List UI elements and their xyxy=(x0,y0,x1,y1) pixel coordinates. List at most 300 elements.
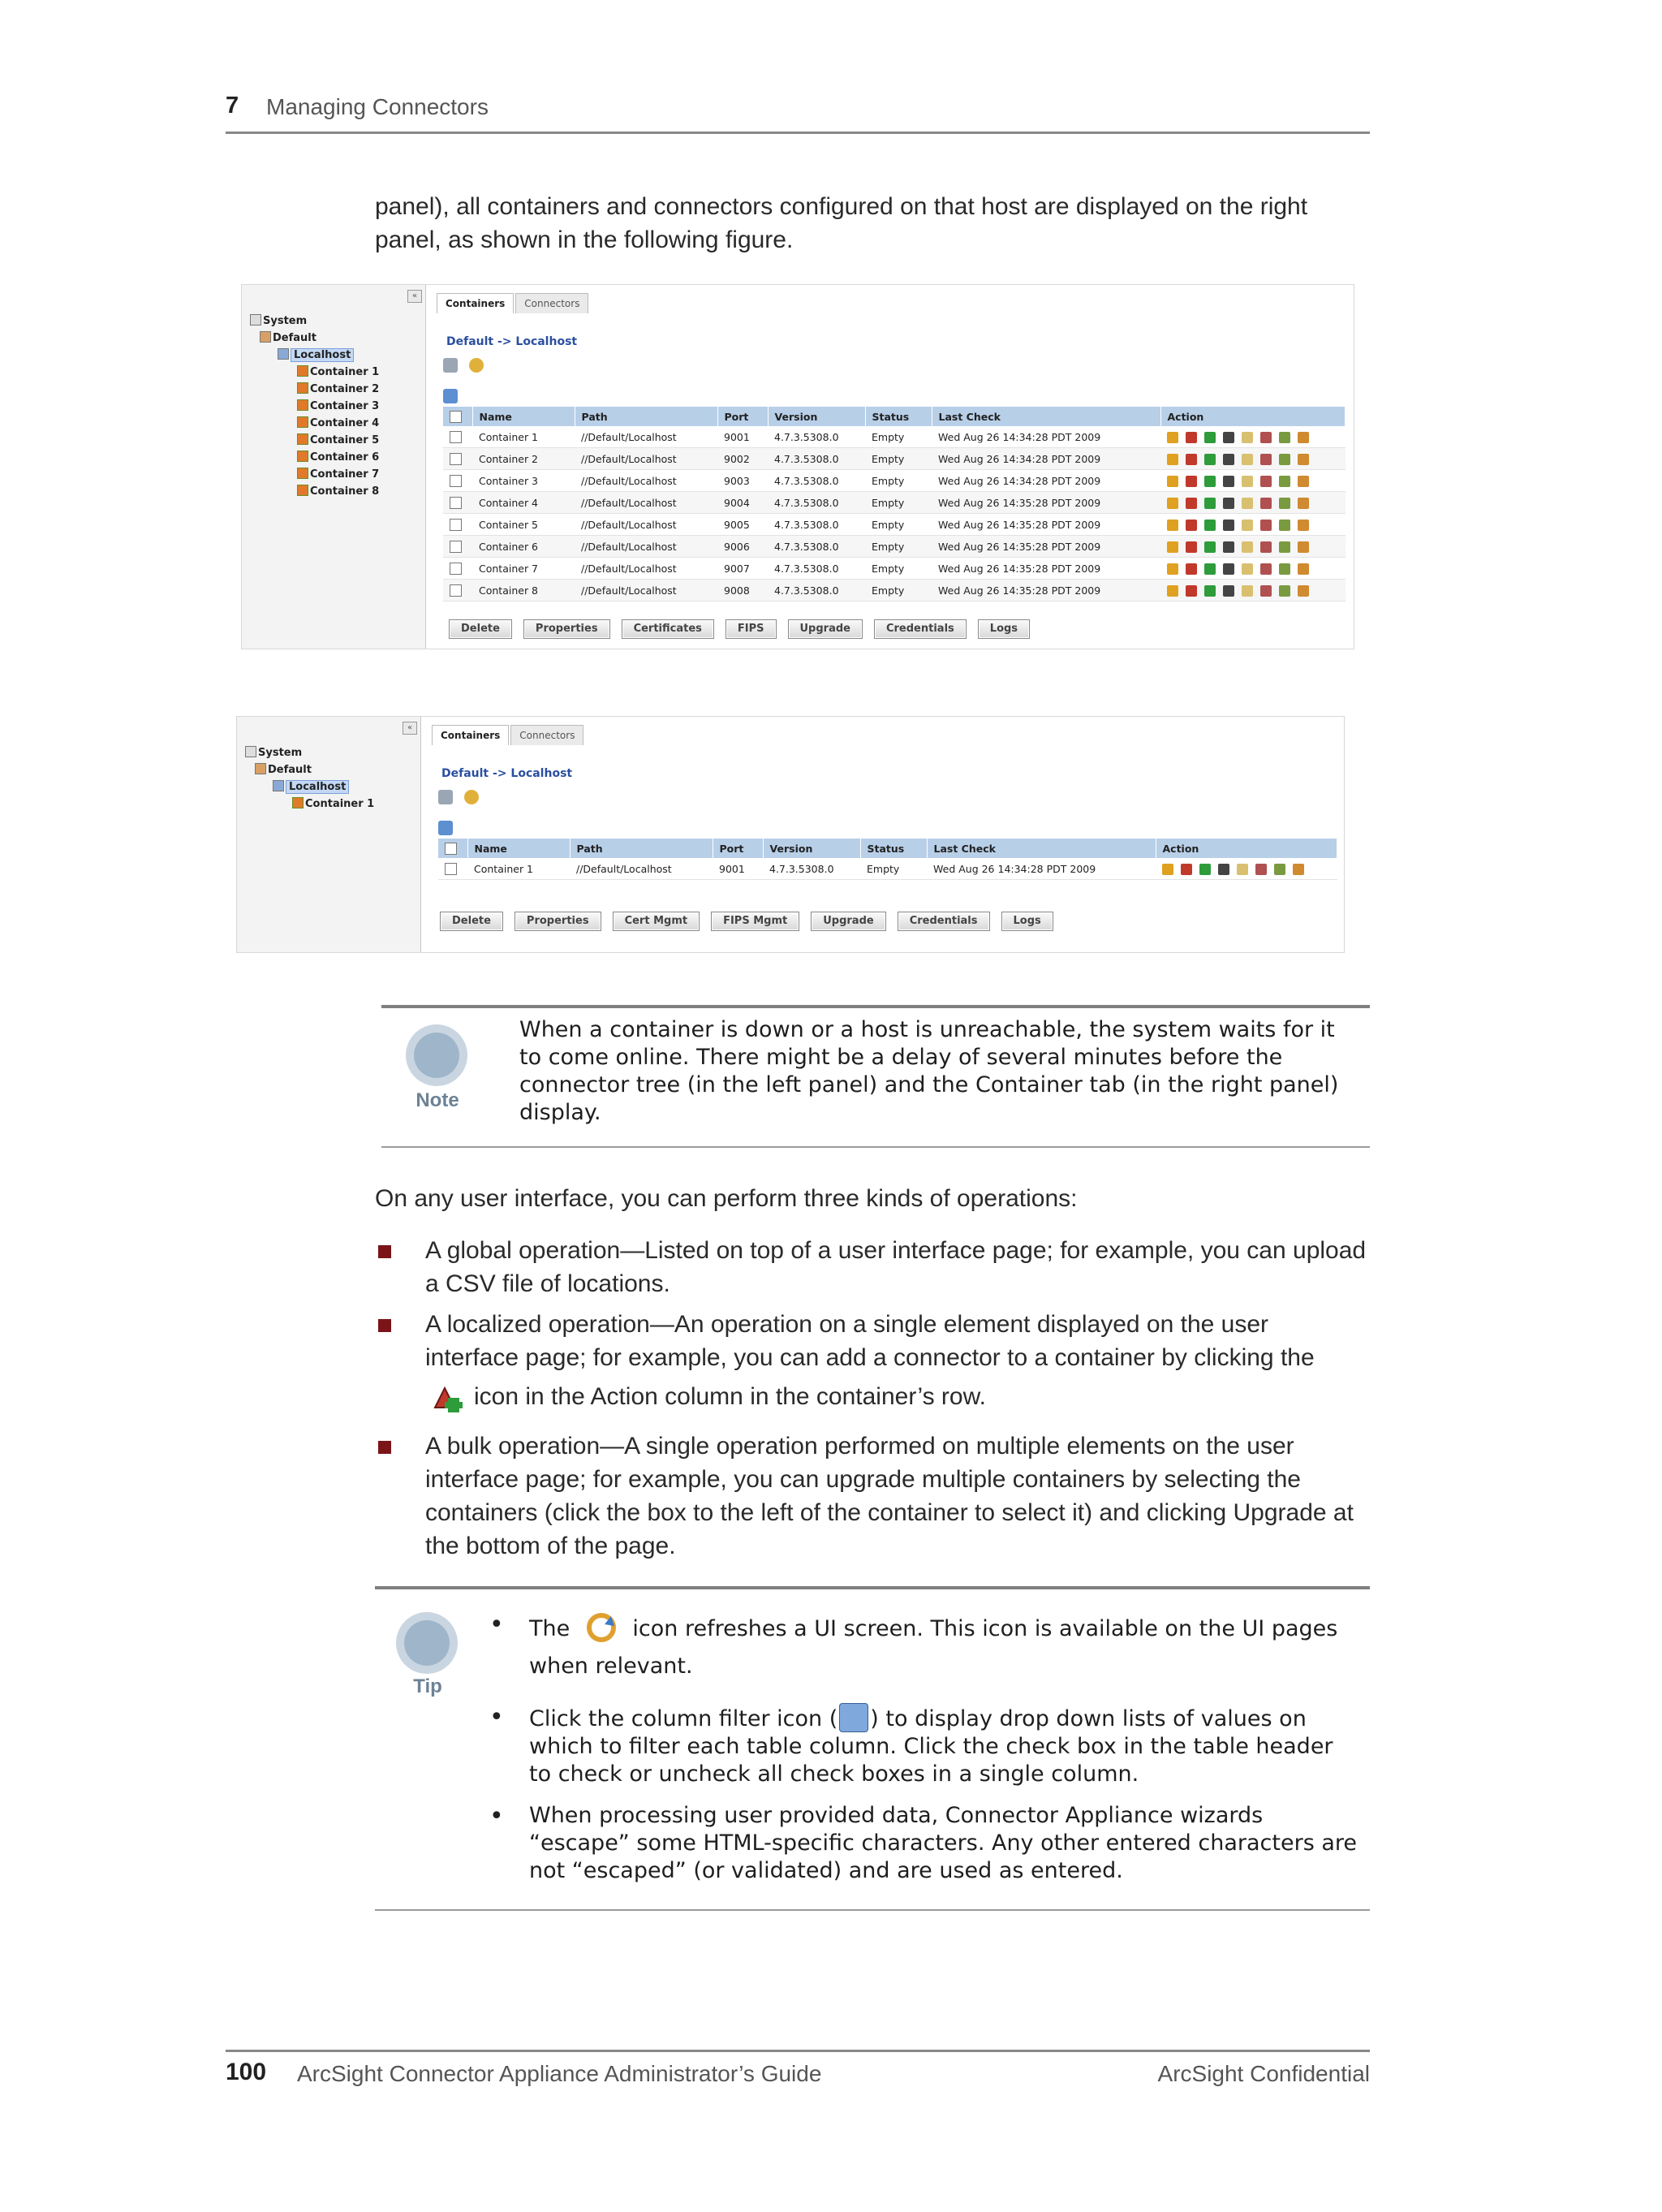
tree-node-label: System xyxy=(263,315,308,327)
tree-node-container-6[interactable] xyxy=(297,451,379,465)
terminal-icon[interactable] xyxy=(1223,585,1234,597)
select-all-header xyxy=(443,407,472,426)
running-footer xyxy=(226,2050,1370,2086)
cell-path: //Default/Localhost xyxy=(575,448,717,470)
cell-last-check: Wed Aug 26 14:35:28 PDT 2009 xyxy=(932,580,1160,602)
row-checkbox[interactable] xyxy=(450,453,462,465)
add-connector-icon[interactable] xyxy=(1186,432,1197,443)
cell-version: 4.7.3.5308.0 xyxy=(768,448,865,470)
add-connector-icon[interactable] xyxy=(1186,563,1197,575)
breadcrumb[interactable]: Default -> Localhost xyxy=(441,767,573,780)
operations-intro: On any user interface, you can perform three kinds of operations: xyxy=(375,1185,1078,1212)
save-icon[interactable] xyxy=(1242,454,1253,465)
table-row xyxy=(443,470,1346,492)
tree-node-label: Container 6 xyxy=(310,451,380,464)
save-icon[interactable] xyxy=(1242,432,1253,443)
delete-icon[interactable] xyxy=(1260,432,1272,443)
folder-icon xyxy=(260,331,271,343)
tree-node-container-1[interactable] xyxy=(292,797,374,812)
refresh-icon xyxy=(583,1611,619,1644)
certificate-icon[interactable] xyxy=(1279,541,1290,553)
upgrade-icon[interactable] xyxy=(1204,541,1216,553)
cell-actions xyxy=(1160,448,1346,470)
fips-mgmt-button[interactable]: FIPS Mgmt xyxy=(711,912,799,931)
container-icon xyxy=(297,399,308,411)
credentials-icon[interactable] xyxy=(1298,563,1309,575)
cell-port: 9005 xyxy=(717,514,768,536)
note-top-rule xyxy=(381,1005,1370,1008)
cell-path: //Default/Localhost xyxy=(575,580,717,602)
system-icon xyxy=(245,746,256,757)
connector-tree-panel xyxy=(242,285,426,649)
tab-connectors[interactable]: Connectors xyxy=(515,293,588,313)
cell-path: //Default/Localhost xyxy=(575,536,717,558)
table-row xyxy=(443,492,1346,514)
row-select-cell xyxy=(443,514,472,536)
cell-version: 4.7.3.5308.0 xyxy=(768,514,865,536)
add-connector-icon[interactable] xyxy=(1186,541,1197,553)
cell-version: 4.7.3.5308.0 xyxy=(768,580,865,602)
certificate-icon[interactable] xyxy=(1279,520,1290,531)
certificate-icon[interactable] xyxy=(1279,585,1290,597)
containers-table xyxy=(438,839,1337,880)
breadcrumb[interactable]: Default -> Localhost xyxy=(446,335,578,348)
tip-bullet: • xyxy=(489,1703,504,1731)
operation-global: A global operation—Listed on top of a user interface page; for example, you can upload a CSV file of locations. xyxy=(425,1237,1367,1297)
certificate-icon[interactable] xyxy=(1279,563,1290,575)
tree-node-label: Default xyxy=(273,332,316,344)
connector-tree-panel xyxy=(237,717,421,952)
certificate-icon[interactable] xyxy=(1279,454,1290,465)
save-icon[interactable] xyxy=(1242,563,1253,575)
cell-last-check: Wed Aug 26 14:35:28 PDT 2009 xyxy=(932,514,1160,536)
upgrade-icon[interactable] xyxy=(1204,520,1216,531)
add-connector-icon[interactable] xyxy=(1181,864,1192,875)
row-select-cell xyxy=(443,426,472,448)
certificate-icon[interactable] xyxy=(1279,476,1290,487)
tree-node-default[interactable] xyxy=(260,331,316,346)
folder-icon xyxy=(255,763,266,774)
tip-item-refresh-after: icon refreshes a UI screen. This icon is available on the UI pages when relevant. xyxy=(529,1616,1338,1679)
logs-button[interactable]: Logs xyxy=(1001,912,1053,931)
table-header-row xyxy=(438,839,1337,858)
cell-port: 9004 xyxy=(717,492,768,514)
upgrade-button[interactable]: Upgrade xyxy=(788,619,863,639)
row-select-cell xyxy=(443,580,472,602)
table-row xyxy=(443,536,1346,558)
terminal-icon[interactable] xyxy=(1223,454,1234,465)
cell-port: 9001 xyxy=(713,858,763,880)
screenshot-container-list-eight xyxy=(241,284,1354,649)
cell-port: 9007 xyxy=(717,558,768,580)
row-select-cell xyxy=(443,536,472,558)
tab-connectors[interactable]: Connectors xyxy=(510,725,583,745)
upgrade-icon[interactable] xyxy=(1204,498,1216,509)
row-checkbox[interactable] xyxy=(450,497,462,509)
terminal-icon[interactable] xyxy=(1218,864,1229,875)
cell-name: Container 3 xyxy=(472,470,575,492)
tab-containers[interactable]: Containers xyxy=(437,293,514,313)
tree-node-label: Default xyxy=(268,764,312,776)
cell-name: Container 1 xyxy=(467,858,570,880)
table-header-row xyxy=(443,407,1346,426)
upgrade-icon[interactable] xyxy=(1204,454,1216,465)
cell-name: Container 2 xyxy=(472,448,575,470)
edit-icon[interactable] xyxy=(1162,864,1173,875)
page-number: 100 xyxy=(226,2059,267,2085)
table-row xyxy=(443,580,1346,602)
cell-status: Empty xyxy=(860,858,927,880)
column-header-name[interactable]: Name xyxy=(472,407,575,426)
delete-icon[interactable] xyxy=(1260,454,1272,465)
credentials-button[interactable]: Credentials xyxy=(874,619,967,639)
cell-port: 9008 xyxy=(717,580,768,602)
certificate-icon[interactable] xyxy=(1274,864,1285,875)
host-icon xyxy=(278,348,289,360)
table-row xyxy=(443,426,1346,448)
edit-icon[interactable] xyxy=(1167,585,1178,597)
cell-last-check: Wed Aug 26 14:34:28 PDT 2009 xyxy=(932,448,1160,470)
delete-icon[interactable] xyxy=(1260,520,1272,531)
cell-path: //Default/Localhost xyxy=(575,426,717,448)
system-icon xyxy=(250,314,261,326)
cell-actions xyxy=(1160,580,1346,602)
intro-paragraph: panel), all containers and connectors configured on that host are displayed on the right panel, as shown in the following figure. xyxy=(375,193,1308,253)
cell-actions xyxy=(1160,536,1346,558)
save-icon[interactable] xyxy=(1242,498,1253,509)
export-icon[interactable] xyxy=(438,790,453,804)
edit-icon[interactable] xyxy=(1167,520,1178,531)
terminal-icon[interactable] xyxy=(1223,520,1234,531)
credentials-icon[interactable] xyxy=(1293,864,1304,875)
row-checkbox[interactable] xyxy=(450,563,462,575)
container-icon xyxy=(297,382,308,394)
refresh-icon[interactable] xyxy=(469,358,484,373)
bullet-square xyxy=(378,1245,391,1258)
upgrade-icon[interactable] xyxy=(1204,585,1216,597)
export-icon[interactable] xyxy=(443,358,458,373)
cell-version: 4.7.3.5308.0 xyxy=(768,558,865,580)
column-header-action[interactable]: Action xyxy=(1156,839,1337,858)
operation-localized-cont: icon in the Action column in the container’s row. xyxy=(474,1383,986,1410)
cell-actions xyxy=(1160,558,1346,580)
terminal-icon[interactable] xyxy=(1223,563,1234,575)
terminal-icon[interactable] xyxy=(1223,498,1234,509)
cell-actions xyxy=(1156,858,1337,880)
terminal-icon[interactable] xyxy=(1223,541,1234,553)
tree-node-localhost[interactable] xyxy=(278,348,354,363)
tree-node-system[interactable] xyxy=(250,314,307,329)
cell-path: //Default/Localhost xyxy=(575,558,717,580)
column-header-port[interactable]: Port xyxy=(713,839,763,858)
column-header-status[interactable]: Status xyxy=(865,407,932,426)
tree-node-localhost[interactable] xyxy=(273,780,349,795)
tree-node-label: Container 8 xyxy=(310,485,380,498)
tree-node-label: Localhost xyxy=(286,780,349,794)
edit-icon[interactable] xyxy=(1167,454,1178,465)
tree-node-label: Container 2 xyxy=(310,383,380,395)
cell-last-check: Wed Aug 26 14:35:28 PDT 2009 xyxy=(932,536,1160,558)
cell-version: 4.7.3.5308.0 xyxy=(768,426,865,448)
tree-node-container-5[interactable] xyxy=(297,433,379,448)
column-header-status[interactable]: Status xyxy=(860,839,927,858)
row-select-cell xyxy=(443,558,472,580)
save-icon[interactable] xyxy=(1242,585,1253,597)
tree-node-container-2[interactable] xyxy=(297,382,379,397)
cell-port: 9002 xyxy=(717,448,768,470)
refresh-icon[interactable] xyxy=(464,790,479,804)
row-checkbox[interactable] xyxy=(450,431,462,443)
cell-last-check: Wed Aug 26 14:35:28 PDT 2009 xyxy=(932,558,1160,580)
credentials-icon[interactable] xyxy=(1298,432,1309,443)
cell-port: 9001 xyxy=(717,426,768,448)
column-header-path[interactable]: Path xyxy=(575,407,717,426)
tip-item-filter-after: ) to display drop down lists of values on which to filter each table column. Click the check box in the table header to check or uncheck all check boxes in a single column. xyxy=(529,1706,1333,1787)
tip-item-refresh xyxy=(529,1610,1362,1685)
upgrade-icon[interactable] xyxy=(1204,563,1216,575)
save-icon[interactable] xyxy=(1242,541,1253,553)
tree-node-container-8[interactable] xyxy=(297,485,379,499)
terminal-icon[interactable] xyxy=(1223,432,1234,443)
upgrade-button[interactable]: Upgrade xyxy=(811,912,885,931)
tip-bullet: • xyxy=(489,1802,504,1830)
operation-localized: A localized operation—An operation on a single element displayed on the user interface page; for example, you can add a connector to a container by clicking the xyxy=(425,1311,1315,1371)
edit-icon[interactable] xyxy=(1167,563,1178,575)
cell-actions xyxy=(1160,514,1346,536)
cell-status: Empty xyxy=(865,536,932,558)
column-header-version[interactable]: Version xyxy=(763,839,860,858)
cell-name: Container 8 xyxy=(472,580,575,602)
note-icon xyxy=(406,1024,467,1086)
table-row xyxy=(443,558,1346,580)
tree-node-label: Container 7 xyxy=(310,468,380,481)
cell-status: Empty xyxy=(865,558,932,580)
add-connector-icon[interactable] xyxy=(1186,498,1197,509)
cell-version: 4.7.3.5308.0 xyxy=(768,536,865,558)
tree-node-container-4[interactable] xyxy=(297,416,379,431)
tree-node-default[interactable] xyxy=(255,763,312,778)
tab-bar xyxy=(432,725,585,746)
tab-containers[interactable]: Containers xyxy=(432,725,509,745)
tip-item-filter xyxy=(529,1703,1362,1788)
note-bottom-rule xyxy=(381,1146,1370,1148)
cell-actions xyxy=(1160,470,1346,492)
delete-icon[interactable] xyxy=(1260,541,1272,553)
row-checkbox[interactable] xyxy=(450,475,462,487)
tip-item-refresh-before: The xyxy=(529,1616,571,1641)
container-icon xyxy=(297,468,308,479)
credentials-icon[interactable] xyxy=(1298,585,1309,597)
properties-button[interactable]: Properties xyxy=(523,619,610,639)
table-row xyxy=(443,448,1346,470)
cell-status: Empty xyxy=(865,492,932,514)
save-icon[interactable] xyxy=(1242,476,1253,487)
edit-icon[interactable] xyxy=(1167,476,1178,487)
add-connector-icon[interactable] xyxy=(1186,585,1197,597)
add-connector-icon xyxy=(430,1383,463,1416)
cell-name: Container 5 xyxy=(472,514,575,536)
cell-port: 9003 xyxy=(717,470,768,492)
cell-actions xyxy=(1160,426,1346,448)
save-icon[interactable] xyxy=(1237,864,1248,875)
table-row xyxy=(438,858,1337,880)
cell-port: 9006 xyxy=(717,536,768,558)
cell-path: //Default/Localhost xyxy=(575,470,717,492)
credentials-icon[interactable] xyxy=(1298,454,1309,465)
container-icon xyxy=(292,797,304,808)
tip-label: Tip xyxy=(413,1675,442,1697)
delete-icon[interactable] xyxy=(1260,476,1272,487)
containers-table xyxy=(443,407,1346,602)
properties-button[interactable]: Properties xyxy=(515,912,601,931)
cell-status: Empty xyxy=(865,514,932,536)
row-checkbox[interactable] xyxy=(450,519,462,531)
add-connector-icon[interactable] xyxy=(1186,454,1197,465)
tip-item-escape: When processing user provided data, Connector Appliance wizards “escape” some HTML-specific characters. Any other entered characters are not “escaped” (or validated) and are used as entered. xyxy=(529,1803,1358,1883)
host-icon xyxy=(273,780,284,791)
chapter-number: 7 xyxy=(226,93,239,119)
note-text: When a container is down or a host is unreachable, the system waits for it to come online. There might be a delay of several minutes before the connector tree (in the left panel) and the Container tab (in the right panel) display. xyxy=(519,1017,1339,1125)
certificate-icon[interactable] xyxy=(1279,498,1290,509)
column-header-last-check[interactable]: Last Check xyxy=(932,407,1160,426)
upgrade-icon[interactable] xyxy=(1199,864,1211,875)
chapter-title: Managing Connectors xyxy=(266,94,489,119)
cell-version: 4.7.3.5308.0 xyxy=(768,470,865,492)
edit-icon[interactable] xyxy=(1167,541,1178,553)
cell-version: 4.7.3.5308.0 xyxy=(763,858,860,880)
tree-node-label: Container 3 xyxy=(310,400,380,412)
edit-icon[interactable] xyxy=(1167,432,1178,443)
tip-bullet: • xyxy=(489,1610,504,1639)
tip-lightbulb-icon xyxy=(396,1612,458,1674)
row-select-cell xyxy=(443,470,472,492)
tree-node-label: System xyxy=(258,747,303,759)
table-button-bar xyxy=(440,912,1065,931)
row-checkbox[interactable] xyxy=(445,863,457,875)
column-filter-icon[interactable] xyxy=(438,821,453,835)
container-icon xyxy=(297,451,308,462)
credentials-icon[interactable] xyxy=(1298,498,1309,509)
column-filter-icon xyxy=(839,1703,868,1732)
table-button-bar xyxy=(449,619,1041,639)
cell-name: Container 7 xyxy=(472,558,575,580)
credentials-icon[interactable] xyxy=(1298,476,1309,487)
row-select-cell xyxy=(443,448,472,470)
terminal-icon[interactable] xyxy=(1223,476,1234,487)
collapse-panel-icon[interactable]: « xyxy=(403,722,417,735)
tree-node-label: Container 4 xyxy=(310,417,380,429)
certificates-button[interactable]: Certificates xyxy=(622,619,714,639)
delete-icon[interactable] xyxy=(1260,563,1272,575)
bullet-square xyxy=(378,1441,391,1454)
save-icon[interactable] xyxy=(1242,520,1253,531)
delete-icon[interactable] xyxy=(1260,585,1272,597)
cell-name: Container 6 xyxy=(472,536,575,558)
container-icon xyxy=(297,433,308,445)
cell-path: //Default/Localhost xyxy=(575,514,717,536)
credentials-icon[interactable] xyxy=(1298,520,1309,531)
tree-node-label: Container 5 xyxy=(310,434,380,446)
tree-node-label: Container 1 xyxy=(305,798,375,810)
tree-node-container-1[interactable] xyxy=(297,365,379,380)
cell-version: 4.7.3.5308.0 xyxy=(768,492,865,514)
column-header-version[interactable]: Version xyxy=(768,407,865,426)
column-header-name[interactable]: Name xyxy=(467,839,570,858)
delete-button[interactable]: Delete xyxy=(449,619,512,639)
container-icon xyxy=(297,485,308,496)
credentials-button[interactable]: Credentials xyxy=(898,912,990,931)
tree-node-label: Localhost xyxy=(291,348,354,362)
cell-actions xyxy=(1160,492,1346,514)
cell-name: Container 1 xyxy=(472,426,575,448)
select-all-checkbox[interactable] xyxy=(445,843,457,855)
tree-node-container-7[interactable] xyxy=(297,468,379,482)
note-label: Note xyxy=(416,1089,459,1111)
table-row xyxy=(443,514,1346,536)
operation-bulk: A bulk operation—A single operation performed on multiple elements on the user interface page; for example, you can upgrade multiple containers by selecting the containers (click the box to the left of the container to select it) and clicking Upgrade at the bottom of the page. xyxy=(425,1433,1354,1559)
cell-last-check: Wed Aug 26 14:34:28 PDT 2009 xyxy=(927,858,1156,880)
cell-last-check: Wed Aug 26 14:35:28 PDT 2009 xyxy=(932,492,1160,514)
row-checkbox[interactable] xyxy=(450,584,462,597)
upgrade-icon[interactable] xyxy=(1204,432,1216,443)
running-header xyxy=(226,91,1370,134)
cell-path: //Default/Localhost xyxy=(570,858,713,880)
screenshot-container-list-one xyxy=(236,716,1345,953)
tree-node-label: Container 1 xyxy=(310,366,380,378)
confidentiality-label: ArcSight Confidential xyxy=(1157,2061,1370,2086)
upgrade-icon[interactable] xyxy=(1204,476,1216,487)
column-filter-icon[interactable] xyxy=(443,389,458,403)
guide-title: ArcSight Connector Appliance Administrator’s Guide xyxy=(297,2061,822,2086)
logs-button[interactable]: Logs xyxy=(978,619,1030,639)
collapse-panel-icon[interactable]: « xyxy=(407,290,422,303)
certificate-icon[interactable] xyxy=(1279,432,1290,443)
delete-icon[interactable] xyxy=(1260,498,1272,509)
delete-button[interactable]: Delete xyxy=(440,912,503,931)
tip-item-filter-before: Click the column filter icon ( xyxy=(529,1706,838,1731)
select-all-header xyxy=(438,839,467,858)
cell-last-check: Wed Aug 26 14:34:28 PDT 2009 xyxy=(932,426,1160,448)
edit-icon[interactable] xyxy=(1167,498,1178,509)
row-checkbox[interactable] xyxy=(450,541,462,553)
column-header-last-check[interactable]: Last Check xyxy=(927,839,1156,858)
container-icon xyxy=(297,416,308,428)
cell-status: Empty xyxy=(865,448,932,470)
row-select-cell xyxy=(438,858,467,880)
container-icon xyxy=(297,365,308,377)
column-header-path[interactable]: Path xyxy=(570,839,713,858)
cell-status: Empty xyxy=(865,426,932,448)
cell-path: //Default/Localhost xyxy=(575,492,717,514)
column-header-action[interactable]: Action xyxy=(1160,407,1346,426)
column-header-port[interactable]: Port xyxy=(717,407,768,426)
tip-bottom-rule xyxy=(375,1909,1370,1911)
add-connector-icon[interactable] xyxy=(1186,476,1197,487)
tip-top-rule xyxy=(375,1586,1370,1589)
credentials-icon[interactable] xyxy=(1298,541,1309,553)
delete-icon[interactable] xyxy=(1255,864,1267,875)
tree-node-container-3[interactable] xyxy=(297,399,379,414)
cell-last-check: Wed Aug 26 14:34:28 PDT 2009 xyxy=(932,470,1160,492)
add-connector-icon[interactable] xyxy=(1186,520,1197,531)
cell-status: Empty xyxy=(865,470,932,492)
cell-status: Empty xyxy=(865,580,932,602)
select-all-checkbox[interactable] xyxy=(450,411,462,423)
tree-node-system[interactable] xyxy=(245,746,302,761)
fips-button[interactable]: FIPS xyxy=(726,619,777,639)
row-select-cell xyxy=(443,492,472,514)
cert-mgmt-button[interactable]: Cert Mgmt xyxy=(613,912,700,931)
